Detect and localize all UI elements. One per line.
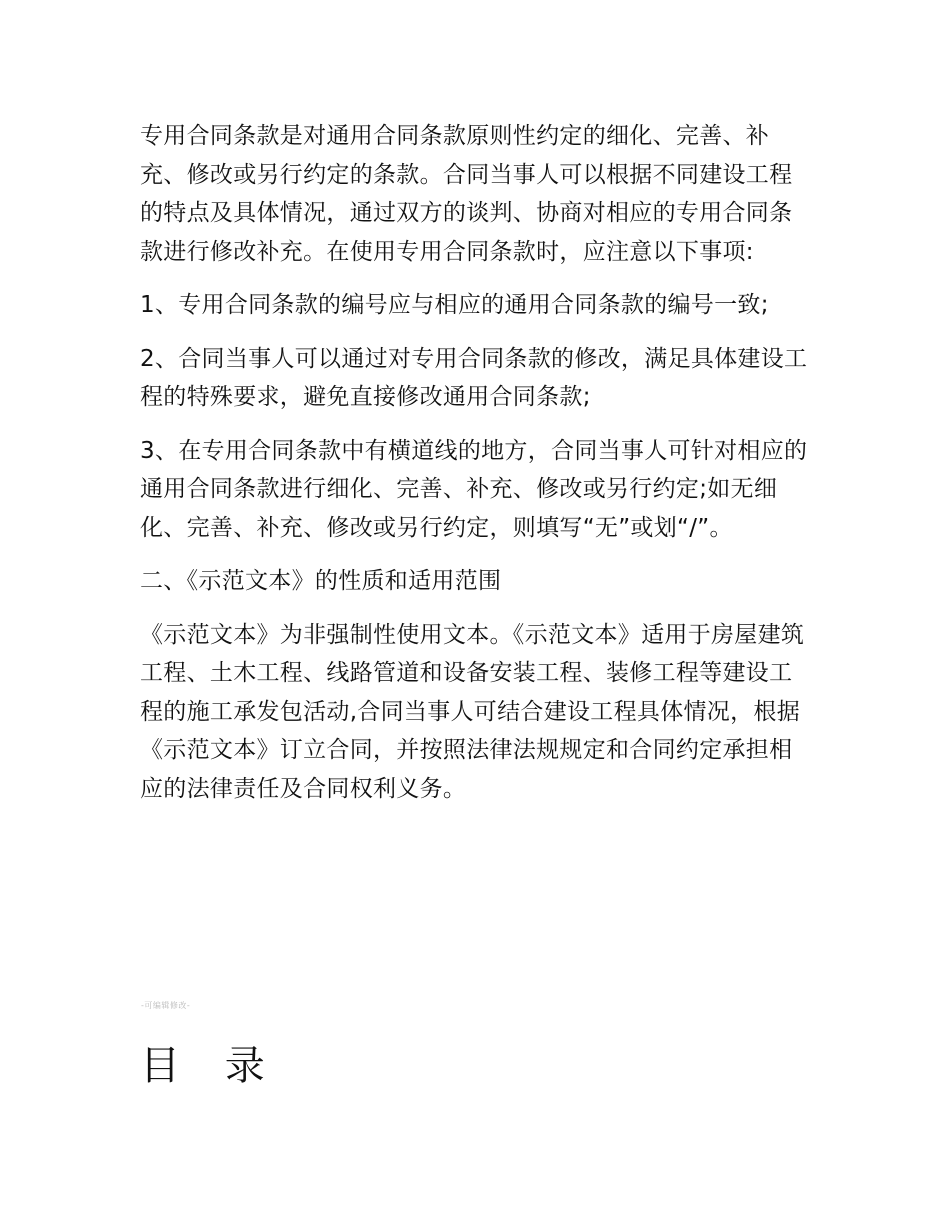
intro-paragraph: 专用合同条款是对通用合同条款原则性约定的细化、完善、补充、修改或另行约定的条款。合同当事人可以根据不同建设工程的特点及具体情况，通过双方的谈判、协商对相应的专用合同条款进行修改补充。在使用专用合同条款时，应注意以下事项:: [140, 123, 793, 265]
section-heading: 二、《示范文本》的性质和适用范围: [140, 568, 502, 594]
list-item-1: 1、专用合同条款的编号应与相应的通用合同条款的编号一致;: [140, 292, 769, 318]
scope-paragraph: 《示范文本》为非强制性使用文本。《示范文本》适用于房屋建筑工程、土木工程、线路管道和设备安装工程、装修工程等建设工程的施工承发包活动,合同当事人可结合建设工程具体情况，根据《示范文本》订立合同，并按照法律法规规定和合同约定承担相应的法律责任及合同权利义务。: [140, 621, 805, 802]
editable-note: -可编辑修改-: [141, 1001, 191, 1010]
list-item-2: 2、合同当事人可以通过对专用合同条款的修改，满足具体建设工程的特殊要求，避免直接修改通用合同条款;: [140, 345, 808, 410]
toc-title: 目 录: [140, 1043, 281, 1089]
document-body: [140, 117, 815, 808]
list-item-3: 3、在专用合同条款中有横道线的地方，合同当事人可针对相应的通用合同条款进行细化、完善、补充、修改或另行约定;如无细化、完善、补充、修改或另行约定，则填写“无”或划“/”。: [140, 437, 808, 541]
